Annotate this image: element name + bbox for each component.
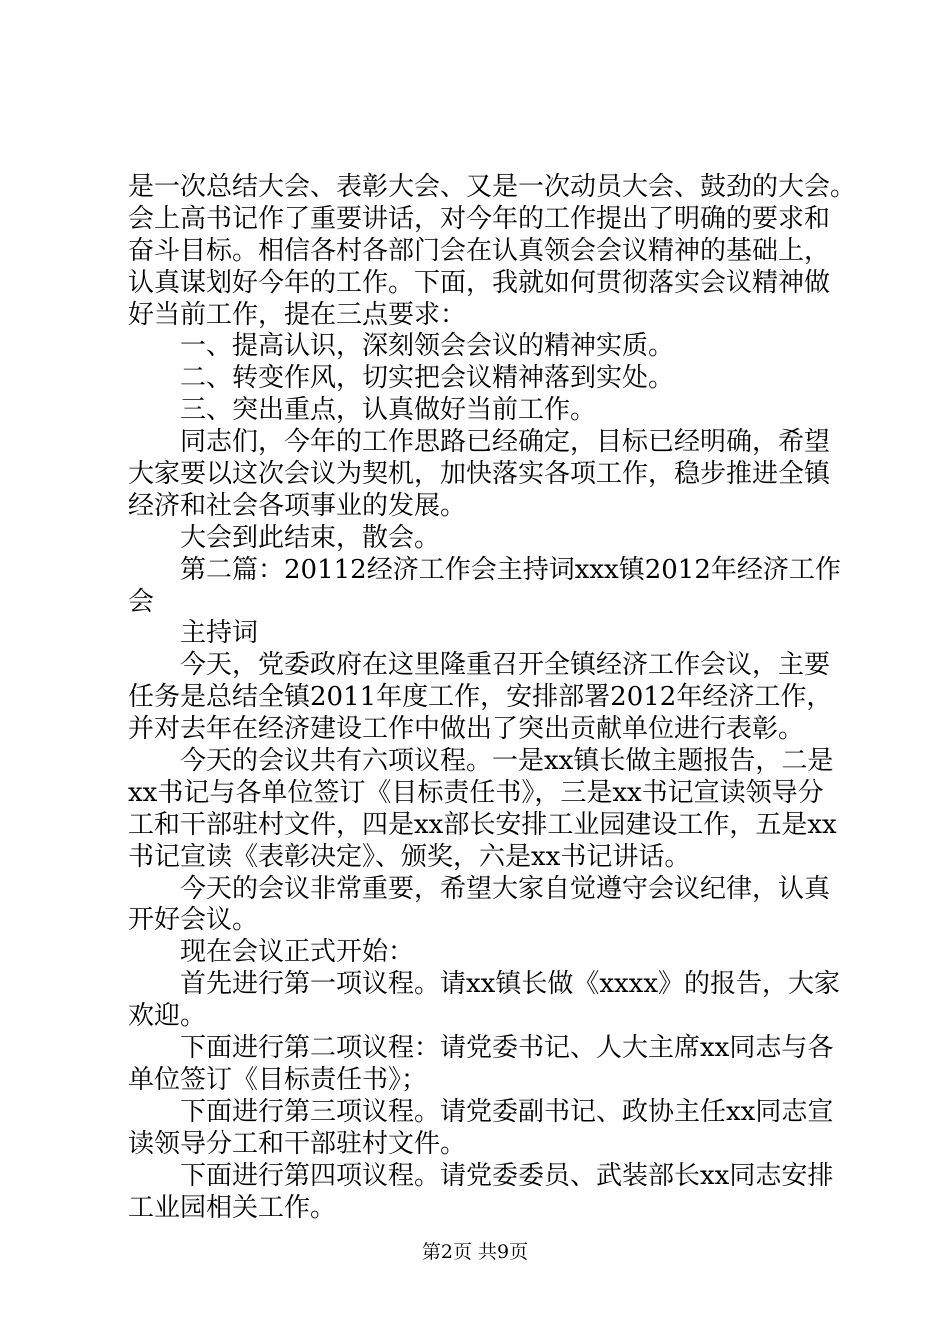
text-line: 工和干部驻村文件，四是xx部长安排工业园建设工作，五是xx <box>128 809 837 840</box>
paragraph-start: 今天的会议共有六项议程。一是xx镇长做主题报告，二是 <box>180 746 834 777</box>
paragraph-start: 现在会议正式开始： <box>180 937 415 968</box>
paragraph-start: 大会到此结束，散会。 <box>180 522 441 553</box>
text-line: 书记宣读《表彰决定》、颁奖，六是xx书记讲话。 <box>128 841 691 872</box>
text-line: 单位签订《目标责任书》； <box>128 1064 428 1095</box>
section-heading-continued: 会 <box>128 586 155 617</box>
text-line: 开好会议。 <box>128 905 259 936</box>
text-line: 任务是总结全镇2011年度工作，安排部署2012年经济工作， <box>128 682 833 713</box>
text-line: 经济和社会各项事业的发展。 <box>128 490 467 521</box>
list-item: 三、突出重点，认真做好当前工作。 <box>180 395 597 426</box>
text-line: xx书记与各单位签订《目标责任书》，三是xx书记宣读领导分 <box>128 777 824 808</box>
text-line: 并对去年在经济建设工作中做出了突出贡献单位进行表彰。 <box>128 714 805 745</box>
text-line: 读领导分工和干部驻村文件。 <box>128 1128 467 1159</box>
text-line: 认真谋划好今年的工作。下面，我就如何贯彻落实会议精神做 <box>128 267 831 298</box>
paragraph-start: 下面进行第三项议程。请党委副书记、政协主任xx同志宣 <box>180 1096 834 1127</box>
paragraph-start: 今天的会议非常重要，希望大家自觉遵守会议纪律，认真 <box>180 873 831 904</box>
text-line: 大家要以这次会议为契机，加快落实各项工作，稳步推进全镇 <box>128 459 831 490</box>
text-line: 好当前工作，提在三点要求： <box>128 299 467 330</box>
paragraph-start: 下面进行第二项议程：请党委书记、人大主席xx同志与各 <box>180 1033 834 1064</box>
list-item: 一、提高认识，深刻领会会议的精神实质。 <box>180 331 675 362</box>
text-line: 欢迎。 <box>128 1001 207 1032</box>
list-item: 二、转变作风，切实把会议精神落到实处。 <box>180 363 675 394</box>
paragraph-start: 同志们，今年的工作思路已经确定，目标已经明确，希望 <box>180 427 831 458</box>
text-line: 奋斗目标。相信各村各部门会在认真领会会议精神的基础上， <box>128 235 831 266</box>
text-line: 是一次总结大会、表彰大会、又是一次动员大会、鼓劲的大会。 <box>128 172 857 202</box>
text-line: 会上高书记作了重要讲话，对今年的工作提出了明确的要求和 <box>128 203 831 234</box>
text-line: 工业园相关工作。 <box>128 1192 337 1223</box>
section-heading: 第二篇：20112经济工作会主持词xxx镇2012年经济工作 <box>180 554 841 585</box>
paragraph-start: 今天，党委政府在这里隆重召开全镇经济工作会议，主要 <box>180 650 831 681</box>
paragraph-start: 下面进行第四项议程。请党委委员、武装部长xx同志安排 <box>180 1160 834 1191</box>
paragraph-start: 首先进行第一项议程。请xx镇长做《xxxx》的报告，大家 <box>180 969 840 1000</box>
page-number: 第2页 共9页 <box>421 1241 529 1263</box>
body-text <box>128 172 857 1224</box>
subheading: 主持词 <box>180 618 259 649</box>
